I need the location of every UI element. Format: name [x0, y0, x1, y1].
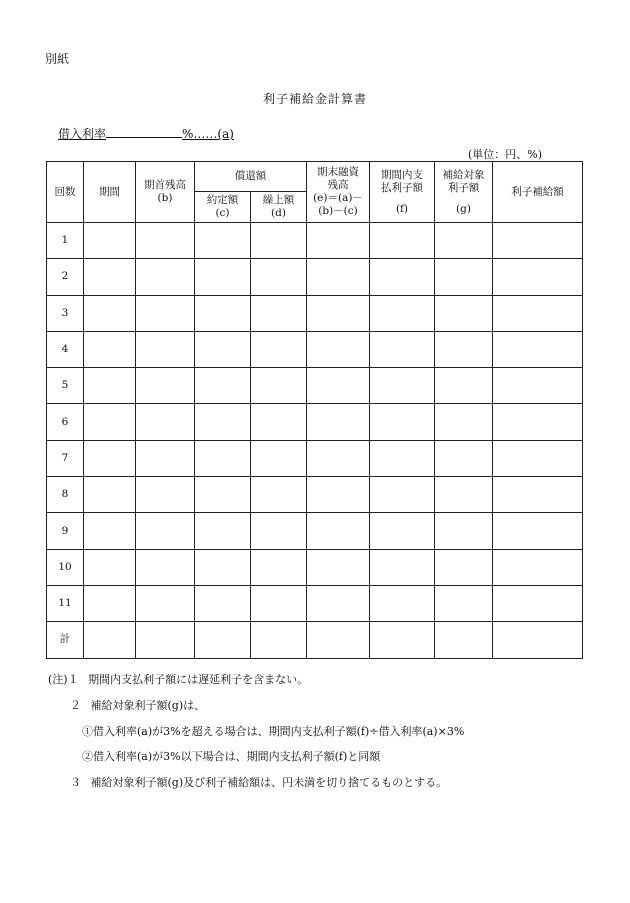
opening-balance-cell[interactable]	[136, 259, 195, 295]
period-cell[interactable]	[84, 477, 136, 513]
note-2	[70, 697, 205, 713]
header-end-balance-l2: 残高	[327, 179, 349, 191]
end-balance-cell[interactable]	[307, 477, 370, 513]
table-row	[47, 368, 583, 404]
row-number: 6	[47, 404, 84, 440]
opening-balance-cell[interactable]	[136, 368, 195, 404]
scheduled-cell[interactable]	[195, 549, 251, 585]
opening-balance-cell[interactable]	[136, 295, 195, 331]
header-scheduled-code: (c)	[215, 207, 230, 219]
table-row	[47, 585, 583, 621]
row-number: 計	[47, 622, 84, 658]
subsidy-target-cell[interactable]	[435, 513, 493, 549]
row-number: 3	[47, 295, 84, 331]
subsidy-target-cell[interactable]	[435, 585, 493, 621]
scheduled-cell[interactable]	[195, 477, 251, 513]
period-cell[interactable]	[84, 223, 136, 259]
header-subsidy-target	[435, 162, 493, 223]
note-2-case-b: ②借入利率(a)が3%以下場合は、期間内支払利子額(f)と同額	[82, 750, 381, 763]
early-cell[interactable]	[251, 368, 307, 404]
header-end-balance-l4: (b)－(c)	[318, 205, 358, 217]
subsidy-target-cell[interactable]	[435, 259, 493, 295]
end-balance-cell[interactable]	[307, 440, 370, 476]
early-cell[interactable]	[251, 259, 307, 295]
row-number: 8	[47, 477, 84, 513]
row-number: 2	[47, 259, 84, 295]
subsidy-amount-cell[interactable]	[493, 404, 583, 440]
end-balance-cell[interactable]	[307, 549, 370, 585]
scheduled-cell[interactable]	[195, 404, 251, 440]
interest-paid-cell[interactable]	[370, 622, 435, 658]
end-balance-cell[interactable]	[307, 404, 370, 440]
subsidy-amount-cell[interactable]	[493, 622, 583, 658]
early-cell[interactable]	[251, 622, 307, 658]
note-1	[48, 671, 308, 687]
header-subsidy-target-code: (g)	[456, 202, 471, 215]
subsidy-amount-cell[interactable]	[493, 223, 583, 259]
interest-paid-cell[interactable]	[370, 404, 435, 440]
end-balance-cell[interactable]	[307, 585, 370, 621]
interest-paid-cell[interactable]	[370, 440, 435, 476]
scheduled-cell[interactable]	[195, 513, 251, 549]
interest-paid-cell[interactable]	[370, 585, 435, 621]
end-balance-cell[interactable]	[307, 368, 370, 404]
subsidy-amount-cell[interactable]	[493, 513, 583, 549]
subsidy-target-cell[interactable]	[435, 404, 493, 440]
header-opening-balance-label: 期首残高	[144, 179, 186, 191]
header-period: 期間	[84, 162, 136, 223]
table-row	[47, 295, 583, 331]
table-row	[47, 331, 583, 367]
opening-balance-cell[interactable]	[136, 331, 195, 367]
period-cell[interactable]	[84, 368, 136, 404]
interest-paid-cell[interactable]	[370, 259, 435, 295]
early-cell[interactable]	[251, 477, 307, 513]
note-3	[70, 774, 447, 790]
scheduled-cell[interactable]	[195, 622, 251, 658]
attachment-label: 別紙	[45, 52, 70, 66]
end-balance-cell[interactable]	[307, 295, 370, 331]
interest-rate-label: 借入利率	[58, 127, 107, 141]
header-subsidy-amount: 利子補給額	[493, 162, 583, 223]
period-cell[interactable]	[84, 622, 136, 658]
opening-balance-cell[interactable]	[136, 513, 195, 549]
header-interest-paid	[370, 162, 435, 223]
early-cell[interactable]	[251, 404, 307, 440]
header-scheduled-label: 約定額	[206, 194, 239, 206]
table-body	[47, 223, 583, 659]
document-title: 利子補給金計算書	[262, 92, 367, 106]
subsidy-target-cell[interactable]	[435, 477, 493, 513]
opening-balance-cell[interactable]	[136, 585, 195, 621]
note-3-number: ３	[70, 776, 81, 789]
period-cell[interactable]	[84, 440, 136, 476]
opening-balance-cell[interactable]	[136, 223, 195, 259]
opening-balance-cell[interactable]	[136, 440, 195, 476]
subsidy-amount-cell[interactable]	[493, 368, 583, 404]
header-early-code: (d)	[271, 207, 286, 219]
header-subsidy-target-l2: 利子額	[447, 181, 480, 194]
early-cell[interactable]	[251, 513, 307, 549]
subsidy-target-cell[interactable]	[435, 331, 493, 367]
subsidy-amount-cell[interactable]	[493, 331, 583, 367]
subsidy-amount-cell[interactable]	[493, 477, 583, 513]
subsidy-target-cell[interactable]	[435, 622, 493, 658]
header-opening-balance	[136, 162, 195, 223]
interest-rate-line	[58, 125, 234, 142]
table-row	[47, 404, 583, 440]
header-count: 回数	[47, 162, 84, 223]
header-end-balance-l1: 期末融資	[317, 166, 359, 178]
table-row	[47, 622, 583, 658]
subsidy-amount-cell[interactable]	[493, 259, 583, 295]
subsidy-amount-cell[interactable]	[493, 295, 583, 331]
table-row	[47, 440, 583, 476]
end-balance-cell[interactable]	[307, 513, 370, 549]
period-cell[interactable]	[84, 585, 136, 621]
row-number: 9	[47, 513, 84, 549]
period-cell[interactable]	[84, 259, 136, 295]
header-early	[251, 192, 307, 223]
scheduled-cell[interactable]	[195, 259, 251, 295]
interest-paid-cell[interactable]	[370, 549, 435, 585]
interest-paid-cell[interactable]	[370, 368, 435, 404]
row-number: 7	[47, 440, 84, 476]
table-row	[47, 477, 583, 513]
interest-paid-cell[interactable]	[370, 477, 435, 513]
early-cell[interactable]	[251, 295, 307, 331]
period-cell[interactable]	[84, 549, 136, 585]
end-balance-cell[interactable]	[307, 331, 370, 367]
header-interest-paid-l1: 期間内支	[381, 168, 423, 181]
early-cell[interactable]	[251, 331, 307, 367]
note-1-number: (注)１	[48, 673, 79, 686]
note-2-text: 補給対象利子額(g)は、	[90, 699, 206, 712]
end-balance-cell[interactable]	[307, 223, 370, 259]
header-end-balance-l3: (e)＝(a)－	[313, 192, 363, 204]
opening-balance-cell[interactable]	[136, 404, 195, 440]
row-number: 11	[47, 585, 84, 621]
header-opening-balance-code: (b)	[157, 192, 173, 204]
scheduled-cell[interactable]	[195, 331, 251, 367]
interest-rate-blank[interactable]	[106, 127, 182, 138]
unit-note: (単位：円、%)	[468, 148, 543, 161]
period-cell[interactable]	[84, 404, 136, 440]
note-2-case-a: ①借入利率(a)が3%を超える場合は、期間内支払利子額(f)÷借入利率(a)×3%	[82, 725, 465, 738]
early-cell[interactable]	[251, 585, 307, 621]
header-interest-paid-l2: 払利子額	[381, 181, 423, 194]
header-scheduled	[195, 192, 251, 223]
opening-balance-cell[interactable]	[136, 549, 195, 585]
end-balance-cell[interactable]	[307, 622, 370, 658]
subsidy-amount-cell[interactable]	[493, 440, 583, 476]
scheduled-cell[interactable]	[195, 368, 251, 404]
scheduled-cell[interactable]	[195, 585, 251, 621]
subsidy-amount-cell[interactable]	[493, 549, 583, 585]
subsidy-target-cell[interactable]	[435, 368, 493, 404]
interest-paid-cell[interactable]	[370, 513, 435, 549]
scheduled-cell[interactable]	[195, 440, 251, 476]
note-3-text: 補給対象利子額(g)及び利子補給額は、円未満を切り捨てるものとする。	[90, 776, 448, 789]
header-repayment: 償還額	[195, 162, 307, 192]
row-number: 1	[47, 223, 84, 259]
subsidy-amount-cell[interactable]	[493, 585, 583, 621]
subsidy-target-cell[interactable]	[435, 295, 493, 331]
note-2-number: ２	[70, 699, 81, 712]
interest-paid-cell[interactable]	[370, 223, 435, 259]
row-number: 4	[47, 331, 84, 367]
header-interest-paid-code: (f)	[395, 202, 409, 215]
early-cell[interactable]	[251, 440, 307, 476]
table-row	[47, 513, 583, 549]
subsidy-target-cell[interactable]	[435, 440, 493, 476]
subsidy-target-cell[interactable]	[435, 549, 493, 585]
row-number: 5	[47, 368, 84, 404]
scheduled-cell[interactable]	[195, 295, 251, 331]
header-early-label: 繰上額	[262, 194, 295, 206]
end-balance-cell[interactable]	[307, 259, 370, 295]
opening-balance-cell[interactable]	[136, 477, 195, 513]
interest-paid-cell[interactable]	[370, 331, 435, 367]
table-row	[47, 223, 583, 259]
header-end-balance	[307, 162, 370, 223]
period-cell[interactable]	[84, 295, 136, 331]
period-cell[interactable]	[84, 331, 136, 367]
table-row	[47, 259, 583, 295]
interest-paid-cell[interactable]	[370, 295, 435, 331]
early-cell[interactable]	[251, 223, 307, 259]
row-number: 10	[47, 549, 84, 585]
note-1-text: 期間内支払利子額には遅延利子を含まない。	[88, 673, 309, 686]
subsidy-target-cell[interactable]	[435, 223, 493, 259]
interest-rate-suffix: %……(a)	[182, 127, 234, 141]
opening-balance-cell[interactable]	[136, 622, 195, 658]
interest-subsidy-table	[46, 161, 583, 659]
table-row	[47, 549, 583, 585]
period-cell[interactable]	[84, 513, 136, 549]
header-subsidy-target-l1: 補給対象	[442, 168, 485, 181]
early-cell[interactable]	[251, 549, 307, 585]
scheduled-cell[interactable]	[195, 223, 251, 259]
